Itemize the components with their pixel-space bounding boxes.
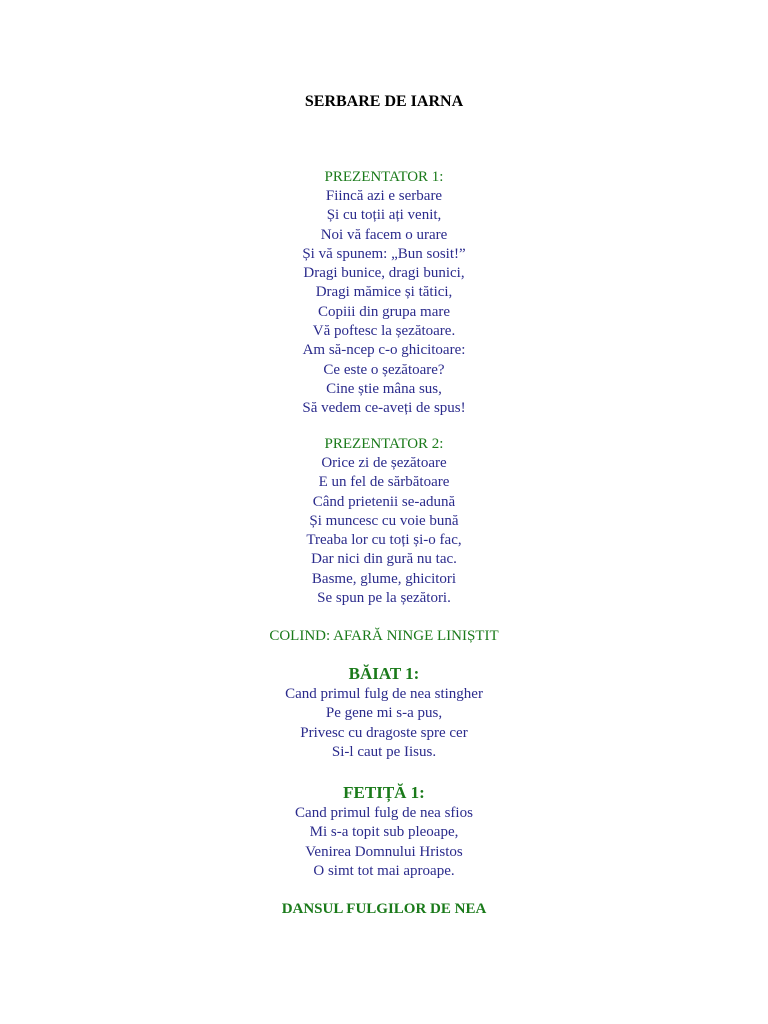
verse-line: Să vedem ce-aveți de spus! [302, 400, 466, 417]
verse-line: Si-l caut pe Iisus. [331, 743, 437, 760]
verse-line: Cine știe mâna sus, [326, 380, 442, 397]
verse-line: Când prietenii se-adună [312, 493, 456, 510]
verse-line: Fiincă azi e serbare [325, 188, 443, 204]
section-prezentator-2 [0, 435, 768, 608]
section-heading: DANSUL FULGILOR DE NEA [281, 901, 487, 917]
verse-line: Mi s-a topit sub pleoape, [309, 824, 459, 841]
section-dans [0, 900, 768, 919]
section-fetita-1 [0, 782, 768, 881]
section-heading: PREZENTATOR 1: [324, 169, 444, 185]
verse-line: Venirea Domnului Hristos [305, 843, 463, 860]
verse-line: Cand primul fulg de nea sfios [295, 805, 473, 821]
verse-line: Am să-ncep c-o ghicitoare: [302, 342, 466, 359]
verse-line: Se spun pe la șezători. [317, 590, 451, 607]
verse-line: Pe gene mi s-a pus, [325, 705, 443, 722]
verse-line: Vă poftesc la șezătoare. [312, 323, 456, 340]
section-heading: BĂIAT 1: [348, 664, 420, 683]
verse-line: Și cu toții ați venit, [326, 207, 442, 224]
verse-line: O simt tot mai aproape. [313, 862, 455, 879]
verse-line: Și vă spunem: „Bun sosit!” [302, 245, 466, 262]
verse-line: Treaba lor cu toți și-o fac, [306, 532, 462, 549]
verse-line: Ce este o șezătoare? [323, 361, 445, 378]
section-heading: FETIȚĂ 1: [343, 783, 425, 802]
verse-line: Dar nici din gură nu tac. [311, 551, 457, 568]
verse-line: E un fel de sărbătoare [318, 474, 450, 491]
verse-line: Noi vă facem o urare [320, 226, 448, 243]
verse-line: Dragi mămice și tătici, [315, 284, 453, 301]
verse-line: Și muncesc cu voie bună [309, 512, 459, 529]
section-heading: PREZENTATOR 2: [324, 436, 444, 452]
verse-line: Copiii din grupa mare [317, 303, 451, 320]
section-heading: COLIND: AFARĂ NINGE LINIȘTIT [269, 628, 499, 644]
section-prezentator-1 [0, 168, 768, 419]
section-colind [0, 627, 768, 646]
verse-line: Dragi bunice, dragi bunici, [303, 265, 465, 282]
verse-line: Privesc cu dragoste spre cer [300, 724, 468, 741]
section-baiat-1 [0, 663, 768, 762]
verse-line: Basme, glume, ghicitori [311, 570, 457, 587]
verse-line: Orice zi de șezătoare [321, 455, 447, 471]
document-title: SERBARE DE IARNA [304, 93, 464, 110]
verse-line: Cand primul fulg de nea stingher [285, 686, 483, 702]
